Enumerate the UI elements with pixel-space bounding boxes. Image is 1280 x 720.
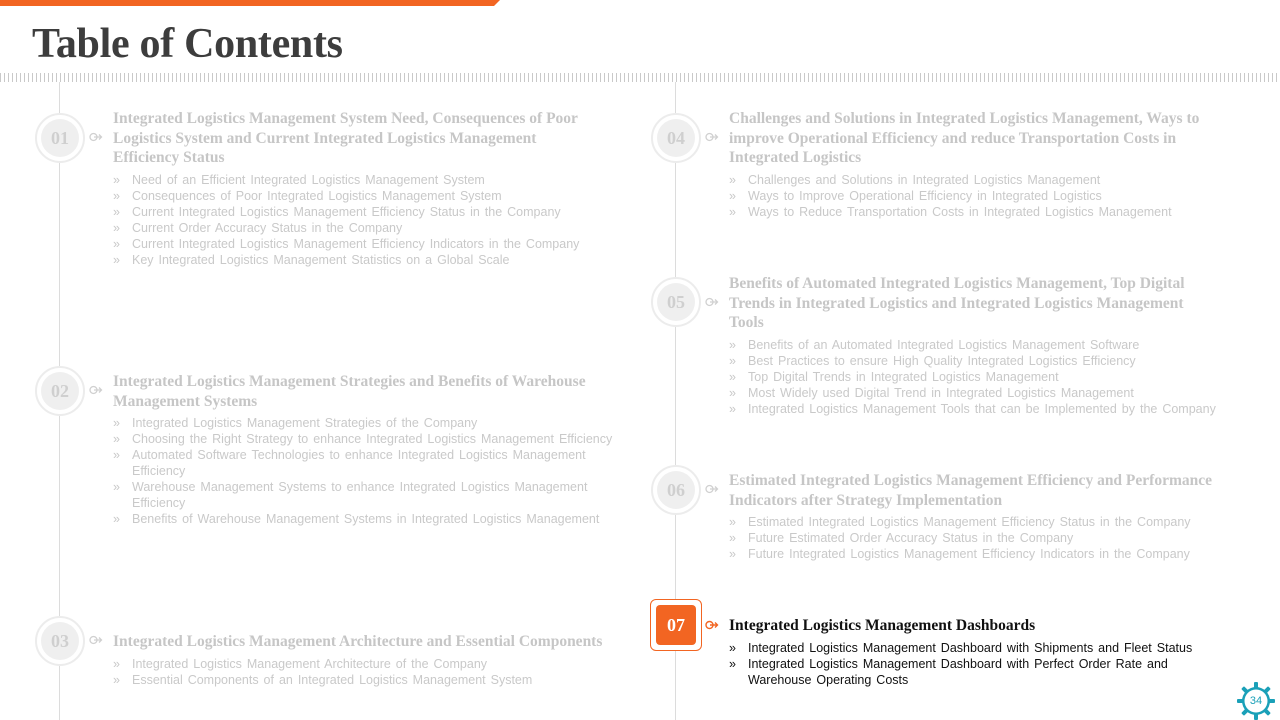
section-02-list xyxy=(113,415,613,527)
list-item: » Warehouse Management Systems to enhance Integrated Logistics Management Efficiency xyxy=(113,479,613,511)
list-item: » Challenges and Solutions in Integrated Logistics Management xyxy=(729,172,1239,188)
list-item: » Best Practices to ensure High Quality Integrated Logistics Efficiency xyxy=(729,353,1249,369)
section-07-title: Integrated Logistics Management Dashboards xyxy=(729,617,1036,634)
section-07[interactable] xyxy=(729,616,1209,688)
section-07-list xyxy=(729,640,1199,688)
list-item: » Essential Components of an Integrated Logistics Management System xyxy=(113,672,633,688)
list-item: » Automated Software Technologies to enhance Integrated Logistics Management Efficiency xyxy=(113,447,613,479)
arrow-connector-icon xyxy=(89,131,103,143)
arrow-connector-icon xyxy=(705,296,719,308)
list-item: » Integrated Logistics Management Strategies of the Company xyxy=(113,415,613,431)
section-01-title: Integrated Logistics Management System Need, Consequences of Poor Logistics System and Current Integrated Logistics Management Efficiency Status xyxy=(113,110,578,166)
list-item: » Key Integrated Logistics Management Statistics on a Global Scale xyxy=(113,252,623,268)
list-item: » Ways to Reduce Transportation Costs in Integrated Logistics Management xyxy=(729,204,1239,220)
section-03-number-badge xyxy=(35,616,85,666)
section-01[interactable] xyxy=(113,109,623,268)
header-divider xyxy=(0,73,1280,82)
arrow-connector-icon xyxy=(705,131,719,143)
section-04-title: Challenges and Solutions in Integrated Logistics Management, Ways to improve Operational Efficiency and reduce Transportation Costs in Integrated Logistics xyxy=(729,110,1200,166)
section-05-title: Benefits of Automated Integrated Logistics Management, Top Digital Trends in Integrated Logistics and Integrated Logistics Management Tools xyxy=(729,275,1185,331)
list-item: » Current Integrated Logistics Management Efficiency Status in the Company xyxy=(113,204,623,220)
section-01-list xyxy=(113,172,623,268)
list-item: » Benefits of Warehouse Management Systems in Integrated Logistics Management xyxy=(113,511,613,527)
top-accent-bar xyxy=(0,0,500,6)
section-01-number: 01 xyxy=(41,119,79,157)
list-item: » Ways to Improve Operational Efficiency in Integrated Logistics xyxy=(729,188,1239,204)
section-05-number: 05 xyxy=(657,283,695,321)
list-item: » Estimated Integrated Logistics Management Efficiency Status in the Company xyxy=(729,514,1239,530)
section-05[interactable] xyxy=(729,274,1249,417)
section-03-title: Integrated Logistics Management Architecture and Essential Components xyxy=(113,633,603,650)
list-item: » Choosing the Right Strategy to enhance Integrated Logistics Management Efficiency xyxy=(113,431,633,447)
section-02-number-badge xyxy=(35,366,85,416)
list-item: » Integrated Logistics Management Tools that can be Implemented by the Company xyxy=(729,401,1249,417)
section-03[interactable] xyxy=(113,632,633,688)
list-item: » Top Digital Trends in Integrated Logistics Management xyxy=(729,369,1249,385)
arrow-connector-icon xyxy=(705,619,719,631)
section-03-number: 03 xyxy=(41,622,79,660)
section-02-title: Integrated Logistics Management Strategies and Benefits of Warehouse Management Systems xyxy=(113,373,586,410)
page-number: 34 xyxy=(1249,695,1263,707)
list-item: » Future Estimated Order Accuracy Status in the Company xyxy=(729,530,1239,546)
list-item: » Integrated Logistics Management Architecture of the Company xyxy=(113,656,633,672)
section-03-list xyxy=(113,656,633,688)
list-item: » Need of an Efficient Integrated Logistics Management System xyxy=(113,172,623,188)
section-05-list xyxy=(729,337,1249,417)
section-06-number: 06 xyxy=(657,471,695,509)
list-item: » Integrated Logistics Management Dashboard with Perfect Order Rate and Warehouse Operating Costs xyxy=(729,656,1199,688)
section-02[interactable] xyxy=(113,372,633,527)
page-number-badge xyxy=(1236,681,1276,720)
arrow-connector-icon xyxy=(89,384,103,396)
section-04-number-badge xyxy=(651,113,701,163)
arrow-connector-icon xyxy=(89,634,103,646)
section-04[interactable] xyxy=(729,109,1239,220)
section-06-number-badge xyxy=(651,465,701,515)
section-04-number: 04 xyxy=(657,119,695,157)
page-title: Table of Contents xyxy=(32,21,343,67)
list-item: » Current Order Accuracy Status in the Company xyxy=(113,220,623,236)
arrow-connector-icon xyxy=(705,483,719,495)
section-01-number-badge xyxy=(35,113,85,163)
section-06-list xyxy=(729,514,1239,562)
list-item: » Benefits of an Automated Integrated Logistics Management Software xyxy=(729,337,1249,353)
section-06-title: Estimated Integrated Logistics Management Efficiency and Performance Indicators after Strategy Implementation xyxy=(729,472,1212,509)
list-item: » Integrated Logistics Management Dashboard with Shipments and Fleet Status xyxy=(729,640,1199,656)
list-item: » Consequences of Poor Integrated Logistics Management System xyxy=(113,188,623,204)
list-item: » Future Integrated Logistics Management Efficiency Indicators in the Company xyxy=(729,546,1239,562)
list-item: » Current Integrated Logistics Management Efficiency Indicators in the Company xyxy=(113,236,623,252)
list-item: » Most Widely used Digital Trend in Integrated Logistics Management xyxy=(729,385,1249,401)
section-06[interactable] xyxy=(729,471,1239,562)
section-04-list xyxy=(729,172,1239,220)
section-07-number-badge xyxy=(650,599,702,651)
section-05-number-badge xyxy=(651,277,701,327)
section-02-number: 02 xyxy=(41,372,79,410)
section-07-number: 07 xyxy=(656,605,696,645)
